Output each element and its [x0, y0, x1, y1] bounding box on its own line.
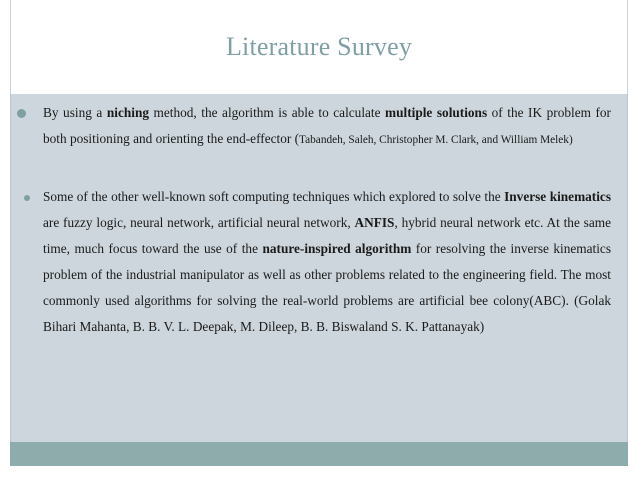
bullet-item-2 — [11, 184, 611, 340]
bullet-dot-icon — [17, 109, 26, 118]
bottom-bar — [10, 442, 628, 466]
slide-title: Literature Survey — [225, 32, 413, 61]
bottom-strip — [10, 466, 628, 478]
bullet-text-1: By using a niching method, the algorithm is able to calculate multiple solutions of the IK problem for both positioning and orienting the end-effector (Tabandeh, Saleh, Christopher M. Clark, and William Melek) — [43, 105, 611, 146]
bullet-dot-icon — [24, 195, 30, 201]
title-bar — [10, 0, 628, 94]
bullet-text-2: Some of the other well-known soft computing techniques which explored to solve the Inverse kinematics are fuzzy logic, neural network, artificial neural network, ANFIS, hybrid neural network etc. At the same time, much focus toward the use of the nature-inspired algorithm for resolving the inverse kinematics problem of the industrial manipulator as well as other problems related to the engineering field. The most commonly used algorithms for solving the real-world problems are artificial bee colony(ABC). (Golak Bihari Mahanta, B. B. V. L. Deepak, M. Dileep, B. B. Biswaland S. K. Pattanayak) — [43, 189, 612, 334]
content-area — [10, 94, 628, 442]
bullet-item-1 — [11, 100, 611, 153]
